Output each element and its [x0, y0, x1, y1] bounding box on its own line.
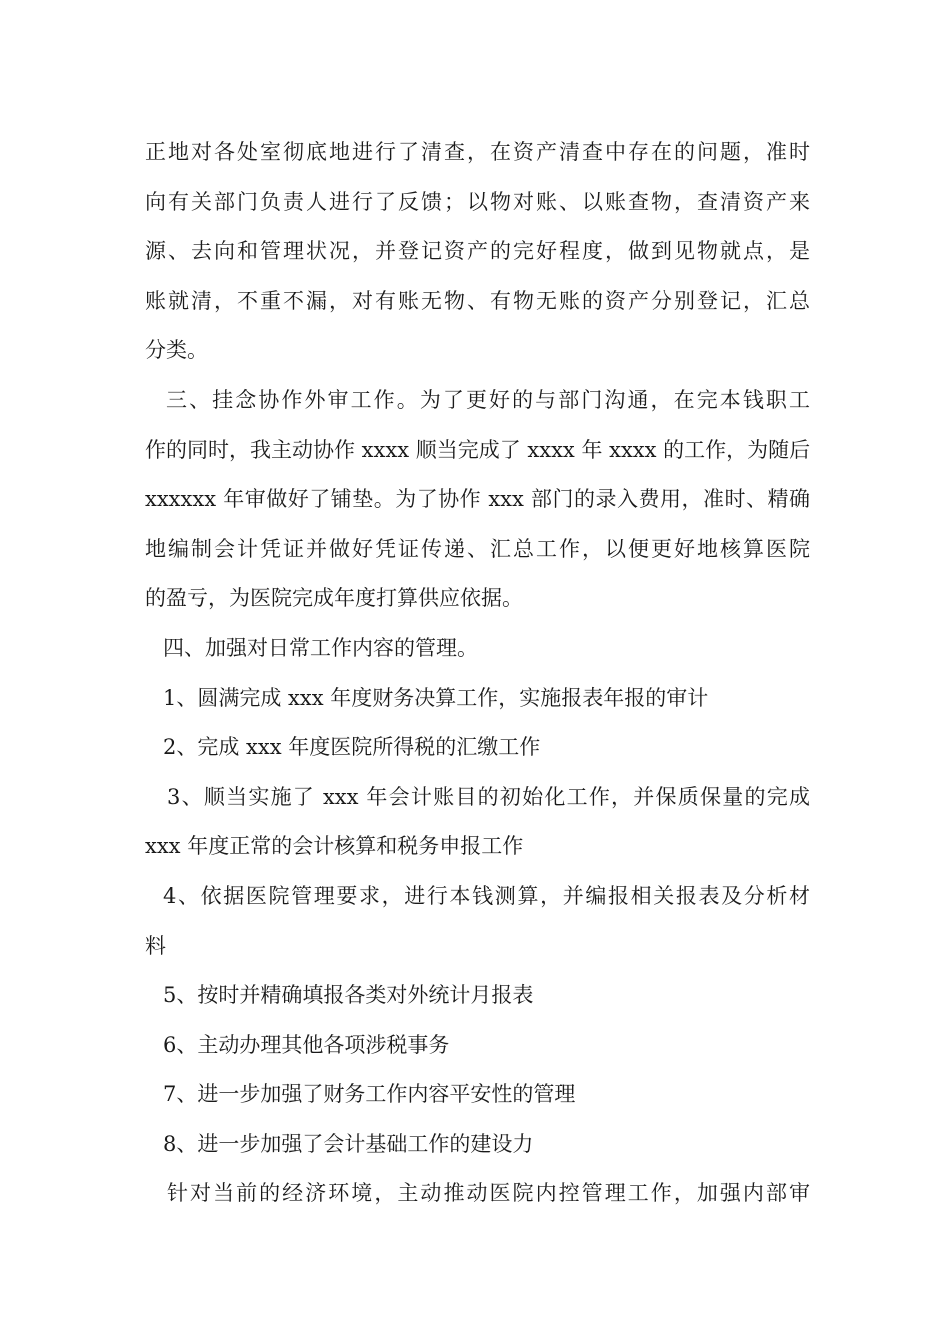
paragraph-line: 的盈亏，为医院完成年度打算供应依据。: [145, 586, 523, 611]
paragraph-line: 针对当前的经济环境，主动推动医院内控管理工作，加强内部审: [167, 1181, 810, 1206]
list-item-continuation: xxx 年度正常的会计核算和税务申报工作: [145, 834, 524, 859]
paragraph-line: xxxxxx 年审做好了铺垫。为了协作 xxx 部门的录入费用，准时、精确: [145, 487, 810, 512]
list-item: 1、圆满完成 xxx 年度财务决算工作，实施报表年报的审计: [163, 685, 709, 710]
list-item: 3、顺当实施了 xxx 年会计账目的初始化工作，并保质保量的完成: [167, 784, 810, 809]
list-item: 5、按时并精确填报各类对外统计月报表: [163, 983, 534, 1008]
list-item: 2、完成 xxx 年度医院所得税的汇缴工作: [163, 735, 541, 760]
list-item: 6、主动办理其他各项涉税事务: [163, 1032, 450, 1057]
paragraph-line: 作的同时，我主动协作 xxxx 顺当完成了 xxxx 年 xxxx 的工作，为随后: [145, 437, 811, 462]
document-body: [145, 128, 810, 1219]
paragraph-line: 账就清，不重不漏，对有账无物、有物无账的资产分别登记，汇总: [145, 288, 810, 313]
list-item: 7、进一步加强了财务工作内容平安性的管理: [163, 1082, 576, 1107]
paragraph-line: 分类。: [145, 338, 208, 363]
paragraph-line: 源、去向和管理状况，并登记资产的完好程度，做到见物就点，是: [145, 239, 810, 264]
list-item-continuation: 料: [145, 933, 166, 958]
list-item: 8、进一步加强了会计基础工作的建设力: [163, 1131, 534, 1156]
section-heading-line: 三、挂念协作外审工作。为了更好的与部门沟通，在完本钱职工: [166, 387, 810, 412]
list-item: 4、依据医院管理要求，进行本钱测算，并编报相关报表及分析材: [163, 883, 810, 908]
paragraph-line: 向有关部门负责人进行了反馈；以物对账、以账查物，查清资产来: [145, 189, 810, 214]
section-heading-line: 四、加强对日常工作内容的管理。: [163, 635, 478, 660]
paragraph-line: 地编制会计凭证并做好凭证传递、汇总工作，以便更好地核算医院: [145, 536, 810, 561]
paragraph-line: 正地对各处室彻底地进行了清查，在资产清查中存在的问题，准时: [145, 140, 810, 164]
